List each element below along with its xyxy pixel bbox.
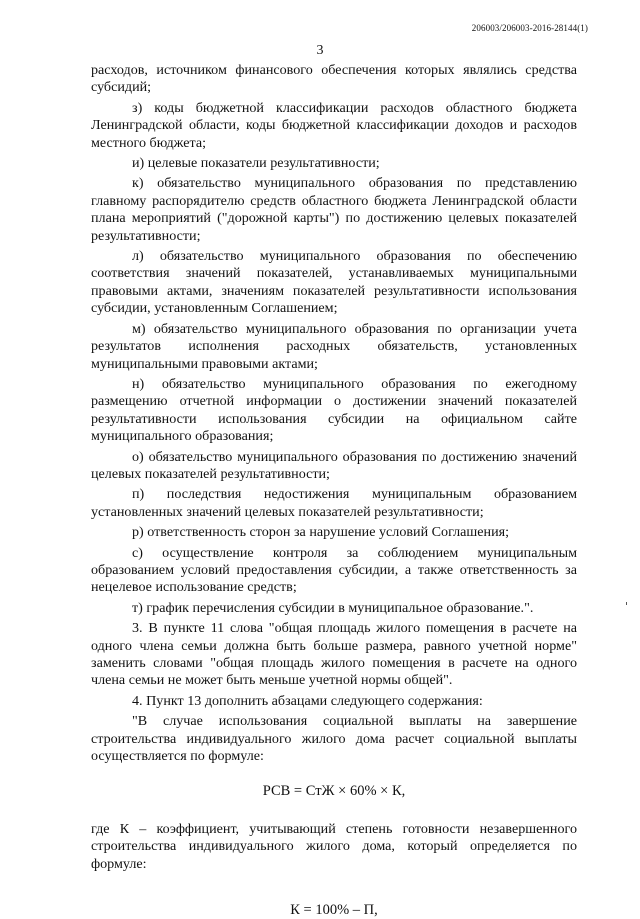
scan-mark	[626, 602, 627, 605]
paragraph: н) обязательство муниципального образования по ежегодному размещению отчетной информации о достижении значений показателей результативности использования субсидии на официальном сайте муниципального образования;	[91, 375, 577, 445]
page-number: 3	[316, 43, 324, 58]
formula-social-payment: РСВ = СтЖ × 60% × К,	[262, 783, 406, 800]
paragraph: и) целевые показатели результативности;	[132, 155, 380, 172]
document-body	[91, 62, 577, 919]
document-number: 206003/206003-2016-28144(1)	[471, 23, 588, 33]
paragraph: п) последствия недостижения муниципальным образованием установленных значений целевых показателей результативности;	[91, 486, 577, 520]
paragraph: т) график перечисления субсидии в муниципальное образование.".	[132, 599, 534, 616]
paragraph: к) обязательство муниципального образования по представлению главному распорядителю средств областного бюджета Ленинградской области плана мероприятий ("дорожной карты") по достижению целевых показателей результативности;	[91, 175, 577, 244]
paragraph: о) обязательство муниципального образования по достижению значений целевых показателей результативности;	[91, 448, 577, 482]
formula-explanation: где К – коэффициент, учитывающий степень готовности незавершенного строительства индивидуального жилого дома, который определяется по формуле:	[91, 820, 577, 872]
paragraph: 3. В пункте 11 слова "общая площадь жилого помещения в расчете на одного члена семьи должна быть больше размера, равного учетной норме" заменить словами "общая площадь жилого помещения в расчете на одного члена семьи не может быть меньше учетной нормы общей".	[91, 620, 577, 689]
paragraph: расходов, источником финансового обеспечения которых являлись средства субсидий;	[91, 62, 577, 96]
paragraph: з) коды бюджетной классификации расходов областного бюджета Ленинградской области, коды бюджетной классификации доходов и расходов местного бюджета;	[91, 99, 577, 151]
paragraph: р) ответственность сторон за нарушение условий Соглашения;	[132, 524, 510, 541]
paragraph: л) обязательство муниципального образования по обеспечению соответствия значений показателей, устанавливаемых муниципальными правовыми актами, значениям показателей результативности использования субсидии, установленным Соглашением;	[91, 248, 577, 317]
paragraph: 4. Пункт 13 дополнить абзацами следующего содержания:	[132, 692, 483, 709]
paragraph: "В случае использования социальной выплаты на завершение строительства индивидуального жилого дома расчет социальной выплаты осуществляется по формуле:	[91, 713, 577, 765]
paragraph: с) осуществление контроля за соблюдением муниципальным образованием условий предоставления субсидии, а также ответственность за нецелевое использование средств;	[91, 544, 577, 596]
formula-coefficient: К = 100% – П,	[290, 902, 378, 919]
paragraph: м) обязательство муниципального образования по организации учета результатов исполнения расходных обязательств, установленных муниципальными правовыми актами;	[91, 320, 577, 372]
